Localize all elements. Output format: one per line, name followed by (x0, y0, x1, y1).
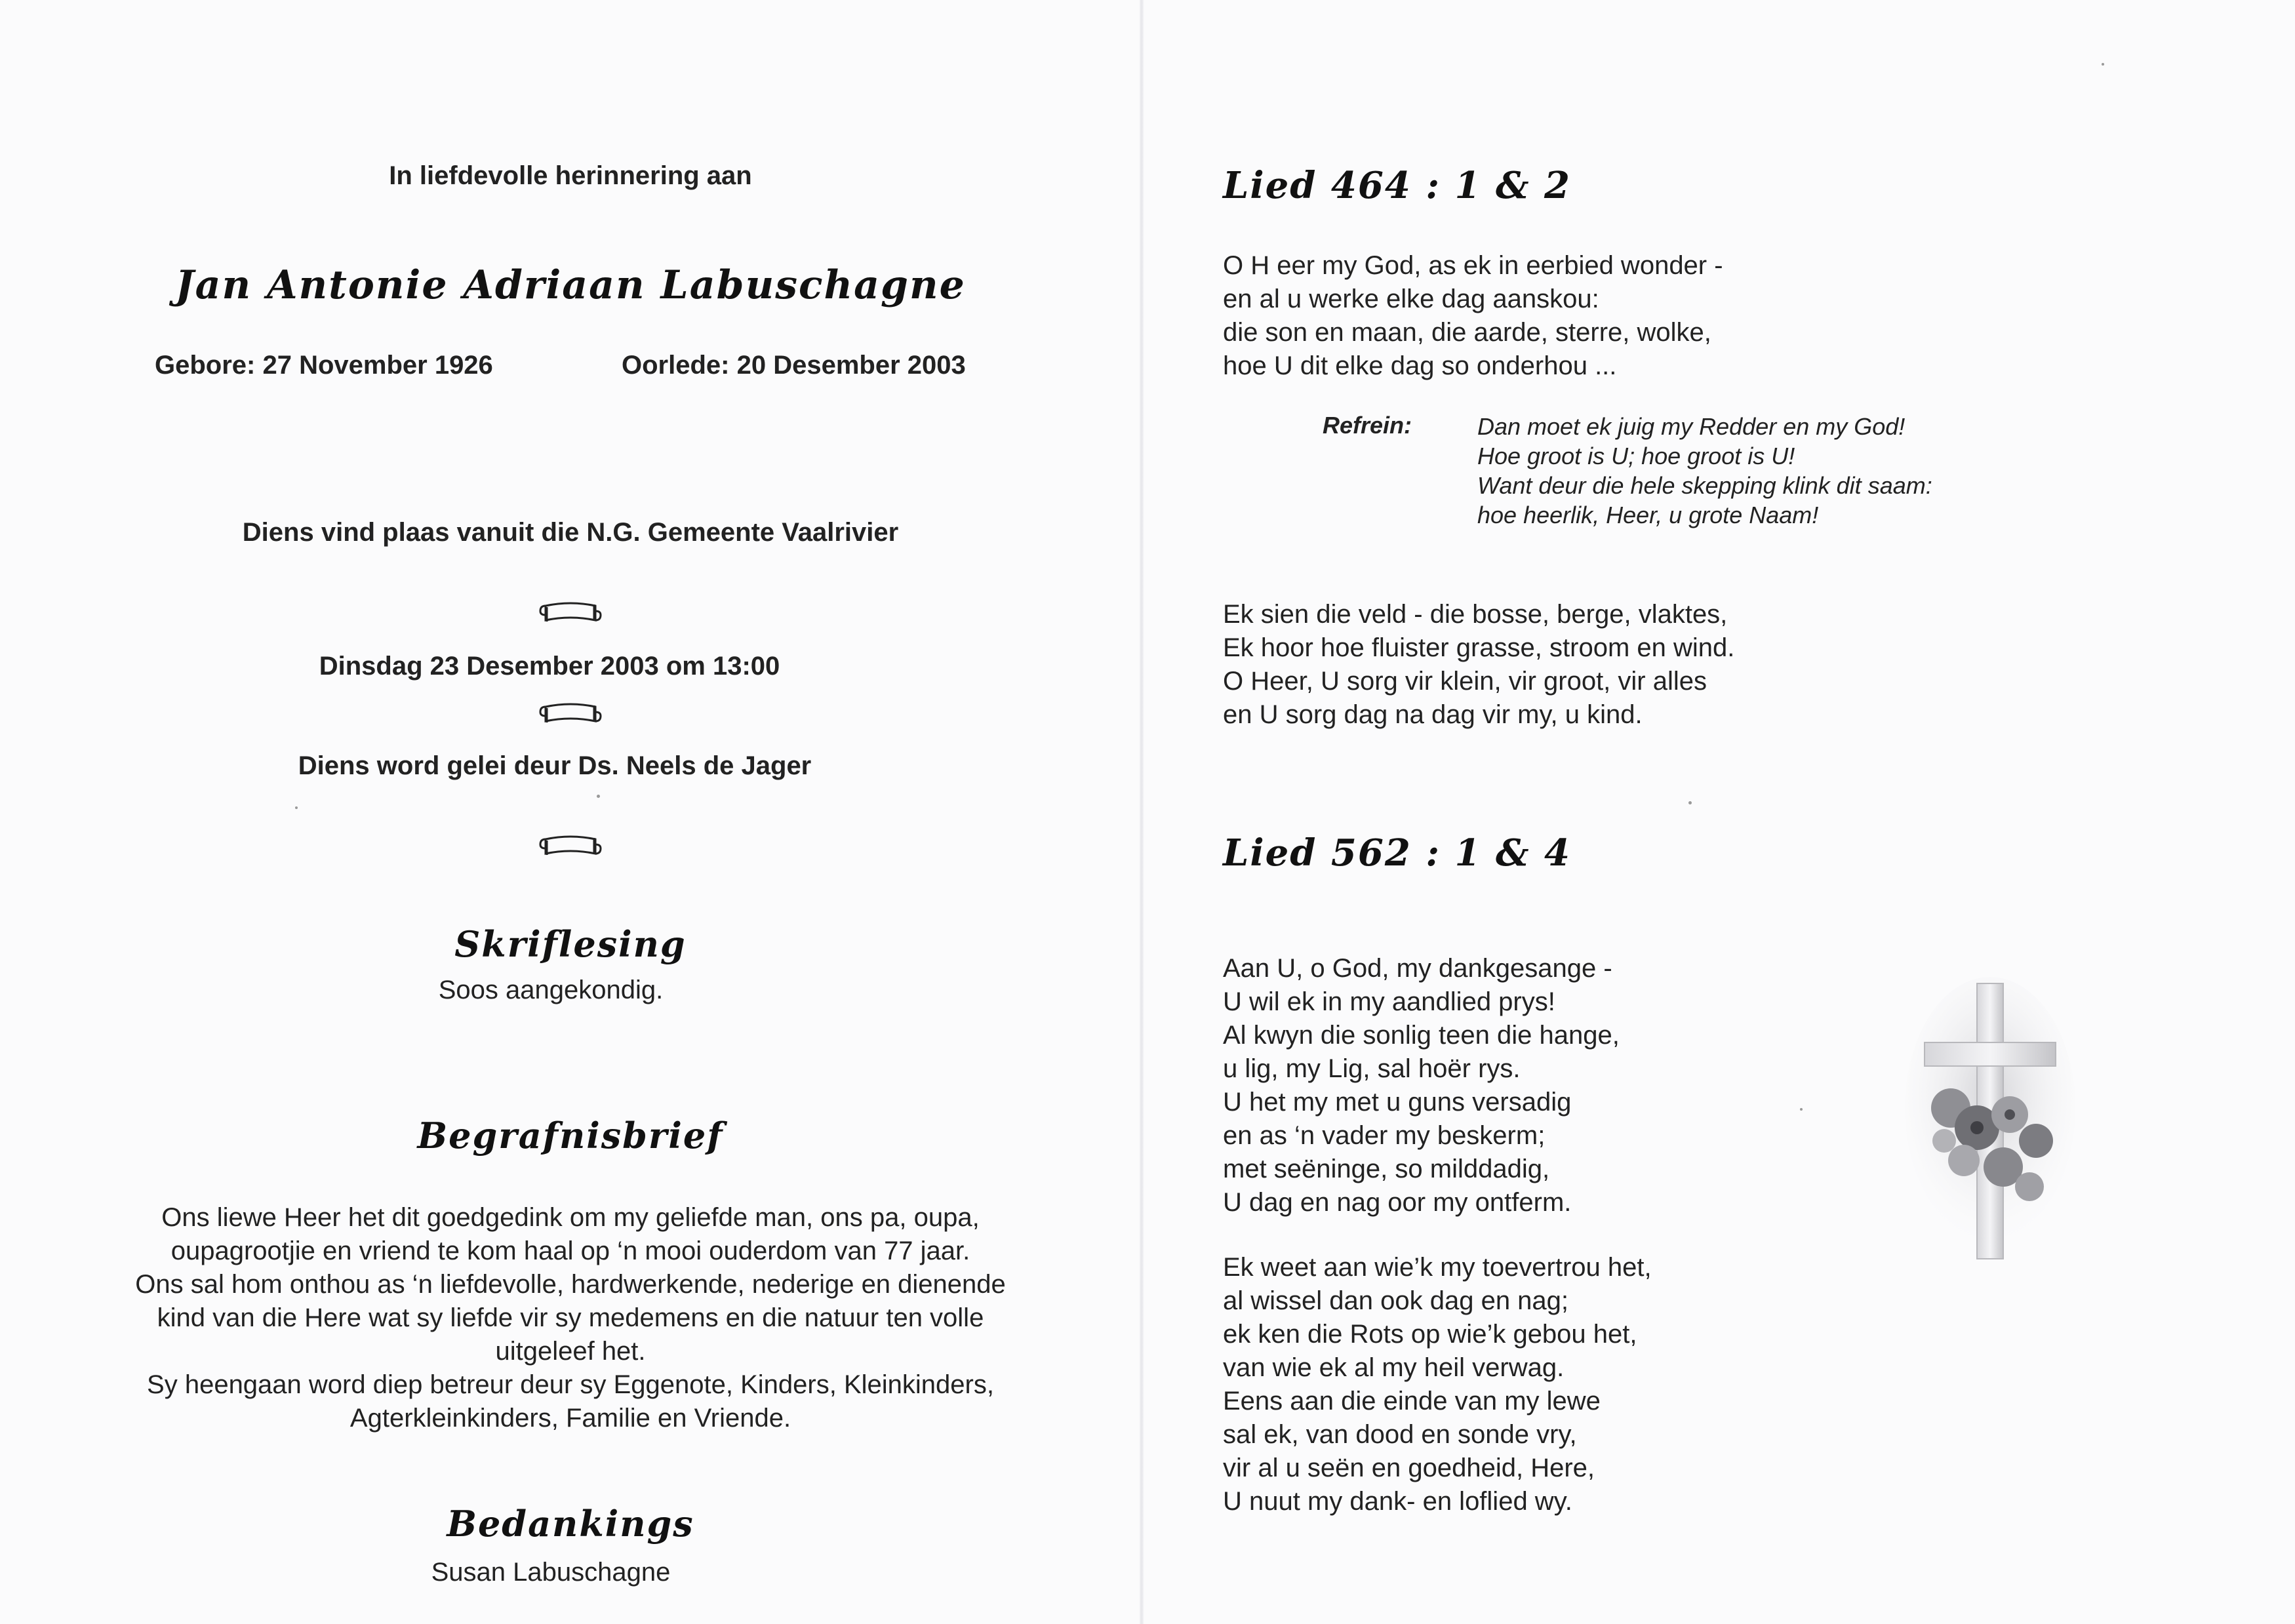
verse-line: U dag en nag oor my ontferm. (1223, 1188, 1572, 1217)
verse-line: en U sorg dag na dag vir my, u kind. (1223, 700, 1643, 729)
scroll-ornament-icon (539, 833, 602, 860)
verse-line: die son en maan, die aarde, sterre, wolke, (1223, 318, 1711, 347)
paper-speck (597, 795, 600, 798)
deceased-name: Jan Antonie Adriaan Labuschagne (175, 262, 966, 308)
scroll-ornament-icon (539, 700, 602, 728)
verse-line: hoe U dit elke dag so onderhou ... (1223, 351, 1617, 380)
right-page (1144, 0, 2295, 1624)
left-page (0, 0, 1141, 1624)
letter-line: uitgeleef het. (495, 1337, 646, 1366)
thanks-name: Susan Labuschagne (431, 1558, 671, 1587)
song1-refrain (1477, 412, 1932, 530)
cross-flowers-icon (1905, 977, 2075, 1265)
verse-line: al wissel dan ook dag en nag; (1223, 1286, 1569, 1315)
paper-speck (1688, 801, 1692, 804)
letter-line: oupagrootjie en vriend te kom haal op ‘n mooi ouderdom van 77 jaar. (170, 1237, 970, 1265)
funeral-letter-heading: Begrafnisbrief (417, 1115, 724, 1157)
verse-line: u lig, my Lig, sal hoër rys. (1223, 1054, 1521, 1083)
service-venue: Diens vind plaas vanuit die N.G. Gemeente Vaalrivier (242, 518, 899, 547)
refrain-line: Want deur die hele skepping klink dit saam: (1477, 472, 1932, 499)
scroll-ornament-1 (0, 599, 1141, 627)
song2-verse1 (1223, 952, 1620, 1219)
verse-line: en al u werke elke dag aanskou: (1223, 285, 1599, 313)
paper-speck (1800, 1108, 1803, 1111)
scroll-ornament-icon (539, 599, 602, 627)
reading-heading: Skriflesing (454, 923, 687, 965)
verse-line: O H eer my God, as ek in eerbied wonder - (1223, 251, 1723, 280)
verse-line: Ek sien die veld - die bosse, berge, vlaktes, (1223, 600, 1728, 629)
verse-line: ek ken die Rots op wie’k gebou het, (1223, 1320, 1637, 1349)
refrain-line: Dan moet ek juig my Redder en my God! (1477, 413, 1906, 440)
song1-verse2 (1223, 598, 1734, 732)
verse-line: en as ‘n vader my beskerm; (1223, 1121, 1546, 1150)
paper-speck (2102, 63, 2104, 66)
song2-title: Lied 562 : 1 & 4 (1223, 831, 1571, 875)
verse-line: U het my met u guns versadig (1223, 1088, 1572, 1117)
verse-line: U wil ek in my aandlied prys! (1223, 987, 1555, 1016)
song1-verse1 (1223, 249, 1723, 383)
song2-verse2 (1223, 1251, 1652, 1518)
funeral-letter-body (66, 1201, 1075, 1435)
letter-line: Ons sal hom onthou as ‘n liefdevolle, hardwerkende, nederige en dienende (135, 1270, 1006, 1299)
verse-line: van wie ek al my heil verwag. (1223, 1353, 1565, 1382)
scroll-ornament-3 (0, 833, 1141, 860)
birth-date: Gebore: 27 November 1926 (155, 351, 493, 380)
refrain-line: Hoe groot is U; hoe groot is U! (1477, 443, 1795, 469)
verse-line: vir al u seën en goedheid, Here, (1223, 1454, 1595, 1482)
reading-text: Soos aangekondig. (438, 976, 664, 1004)
service-leader: Diens word gelei deur Ds. Neels de Jager (298, 751, 812, 780)
memorial-intro: In liefdevolle herinnering aan (389, 161, 752, 190)
verse-line: U nuut my dank- en loflied wy. (1223, 1487, 1572, 1516)
scroll-ornament-2 (0, 700, 1141, 728)
letter-line: Sy heengaan word diep betreur deur sy Eggenote, Kinders, Kleinkinders, (147, 1370, 994, 1399)
letter-line: Ons liewe Heer het dit goedgedink om my geliefde man, ons pa, oupa, (161, 1203, 980, 1232)
verse-line: Eens aan die einde van my lewe (1223, 1387, 1601, 1416)
refrain-label: Refrein: (1323, 412, 1412, 439)
verse-line: Al kwyn die sonlig teen die hange, (1223, 1021, 1620, 1050)
paper-speck (295, 806, 298, 809)
death-date: Oorlede: 20 Desember 2003 (622, 351, 966, 380)
letter-line: kind van die Here wat sy liefde vir sy medemens en die natuur ten volle (157, 1303, 984, 1332)
verse-line: O Heer, U sorg vir klein, vir groot, vir alles (1223, 667, 1707, 696)
thanks-heading: Bedankings (447, 1503, 694, 1545)
service-datetime: Dinsdag 23 Desember 2003 om 13:00 (319, 652, 780, 681)
verse-line: Aan U, o God, my dankgesange - (1223, 954, 1612, 983)
verse-line: sal ek, van dood en sonde vry, (1223, 1420, 1577, 1449)
letter-line: Agterkleinkinders, Familie en Vriende. (349, 1404, 791, 1433)
verse-line: met seëninge, so milddadig, (1223, 1155, 1550, 1183)
verse-line: Ek hoor hoe fluister grasse, stroom en wind. (1223, 633, 1735, 662)
verse-line: Ek weet aan wie’k my toevertrou het, (1223, 1253, 1652, 1282)
song1-title: Lied 464 : 1 & 2 (1223, 164, 1571, 207)
refrain-line: hoe heerlik, Heer, u grote Naam! (1477, 502, 1819, 528)
